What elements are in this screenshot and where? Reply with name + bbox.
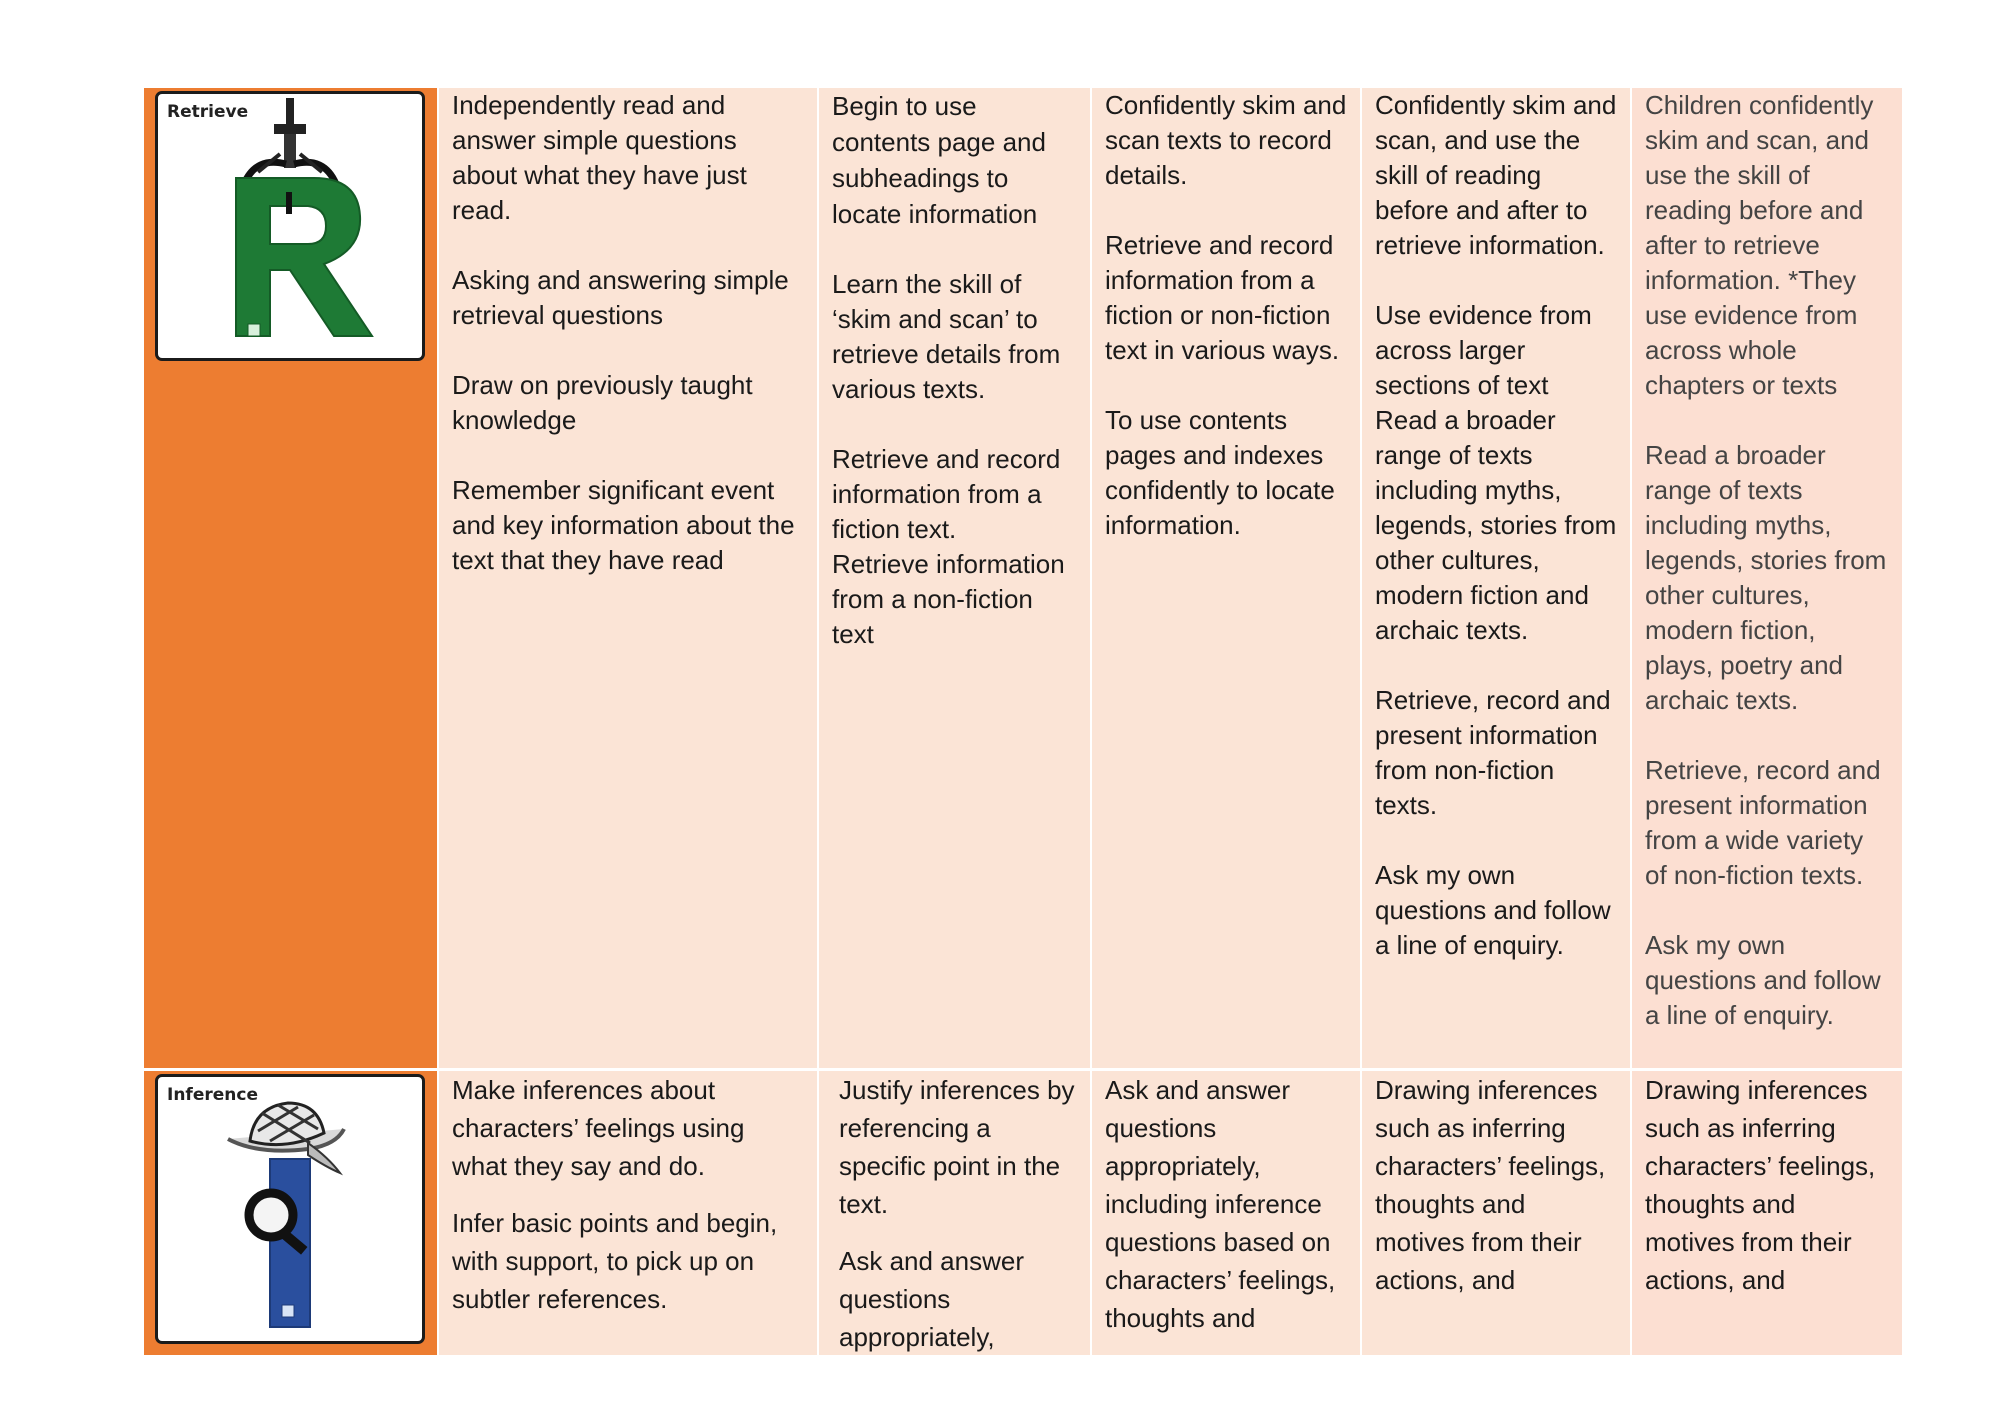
retrieve-y1-p3: Draw on previously taught knowledge <box>452 370 753 435</box>
retrieve-y5-p4: Ask my own questions and follow a line of enquiry. <box>1645 930 1881 1030</box>
retrieve-y1-p1: Independently read and answer simple questions about what they have just read. <box>452 90 747 225</box>
inference-year-3 <box>1092 1071 1360 1355</box>
inference-card-label: Inference <box>167 1085 258 1105</box>
inference-year-5 <box>1632 1071 1902 1355</box>
inference-y2-p2: Ask and answer questions appropriately, <box>839 1246 1024 1352</box>
inference-y5-p1: Drawing inferences such as inferring characters’ feelings, thoughts and motives from their actions, and <box>1645 1075 1876 1295</box>
inference-y1-p1: Make inferences about characters’ feelings using what they say and do. <box>452 1075 745 1181</box>
inference-y1-p2: Infer basic points and begin, with support, to pick up on subtler references. <box>452 1208 778 1314</box>
retrieve-y2-p4: Retrieve information from a non-fiction text <box>832 549 1065 649</box>
retrieve-y5-p3: Retrieve, record and present information from a wide variety of non-fiction texts. <box>1645 755 1881 890</box>
retrieve-y2-p1: Begin to use contents page and subheadings to locate information <box>832 91 1046 229</box>
retrieve-y4-p4: Retrieve, record and present information from non-fiction texts. <box>1375 685 1611 820</box>
retrieve-year-3 <box>1092 88 1360 1068</box>
inference-year-1 <box>439 1071 817 1355</box>
inference-year-2 <box>819 1071 1090 1355</box>
retrieve-y1-p2: Asking and answering simple retrieval questions <box>452 265 789 330</box>
retrieve-y3-p2: Retrieve and record information from a fiction or non-fiction text in various ways. <box>1105 230 1340 365</box>
retrieve-y3-p1: Confidently skim and scan texts to record details. <box>1105 90 1347 190</box>
inference-y3-p1: Ask and answer questions appropriately, including inference questions based on characters’ feelings, thoughts and <box>1105 1075 1336 1333</box>
retrieve-y4-p1: Confidently skim and scan, and use the skill of reading before and after to retrieve information. <box>1375 90 1617 260</box>
reading-skills-table <box>144 88 1902 1355</box>
retrieve-year-4 <box>1362 88 1630 1068</box>
inference-y4-p1: Drawing inferences such as inferring characters’ feelings, thoughts and motives from their actions, and <box>1375 1075 1606 1295</box>
detective-letter-i-icon <box>158 1077 422 1341</box>
inference-y2-p1: Justify inferences by referencing a specific point in the text. <box>839 1075 1075 1219</box>
retrieve-y5-p1: Children confidently skim and scan, and use the skill of reading before and after to retrieve information. *They use evidence from across whole chapters or texts <box>1645 90 1874 400</box>
retrieve-card-label: Retrieve <box>167 102 249 122</box>
retrieve-y4-p5: Ask my own questions and follow a line of enquiry. <box>1375 860 1611 960</box>
retrieve-y4-p3: Read a broader range of texts including myths, legends, stories from other cultures, modern fiction and archaic texts. <box>1375 405 1617 645</box>
inference-year-4 <box>1362 1071 1630 1355</box>
retrieve-y4-p2: Use evidence from across larger sections of text <box>1375 300 1592 400</box>
retrieve-label-cell <box>144 88 437 1068</box>
retrieve-y1-p4: Remember significant event and key information about the text that they have read <box>452 475 795 575</box>
retrieve-y5-p2: Read a broader range of texts including myths, legends, stories from other cultures, modern fiction, plays, poetry and archaic texts. <box>1645 440 1887 715</box>
retrieve-year-2 <box>819 88 1090 1068</box>
inference-label-cell <box>144 1071 437 1355</box>
inference-card <box>155 1074 425 1344</box>
retrieve-y3-p3: To use contents pages and indexes confidently to locate information. <box>1105 405 1335 540</box>
retrieve-card <box>155 91 425 361</box>
retrieve-y2-p3: Retrieve and record information from a fiction text. <box>832 444 1061 544</box>
retrieve-year-5 <box>1632 88 1902 1068</box>
retrieve-y2-p2: Learn the skill of ‘skim and scan’ to retrieve details from various texts. <box>832 269 1061 404</box>
retrieve-year-1 <box>439 88 817 1068</box>
claw-letter-r-icon <box>158 94 422 358</box>
